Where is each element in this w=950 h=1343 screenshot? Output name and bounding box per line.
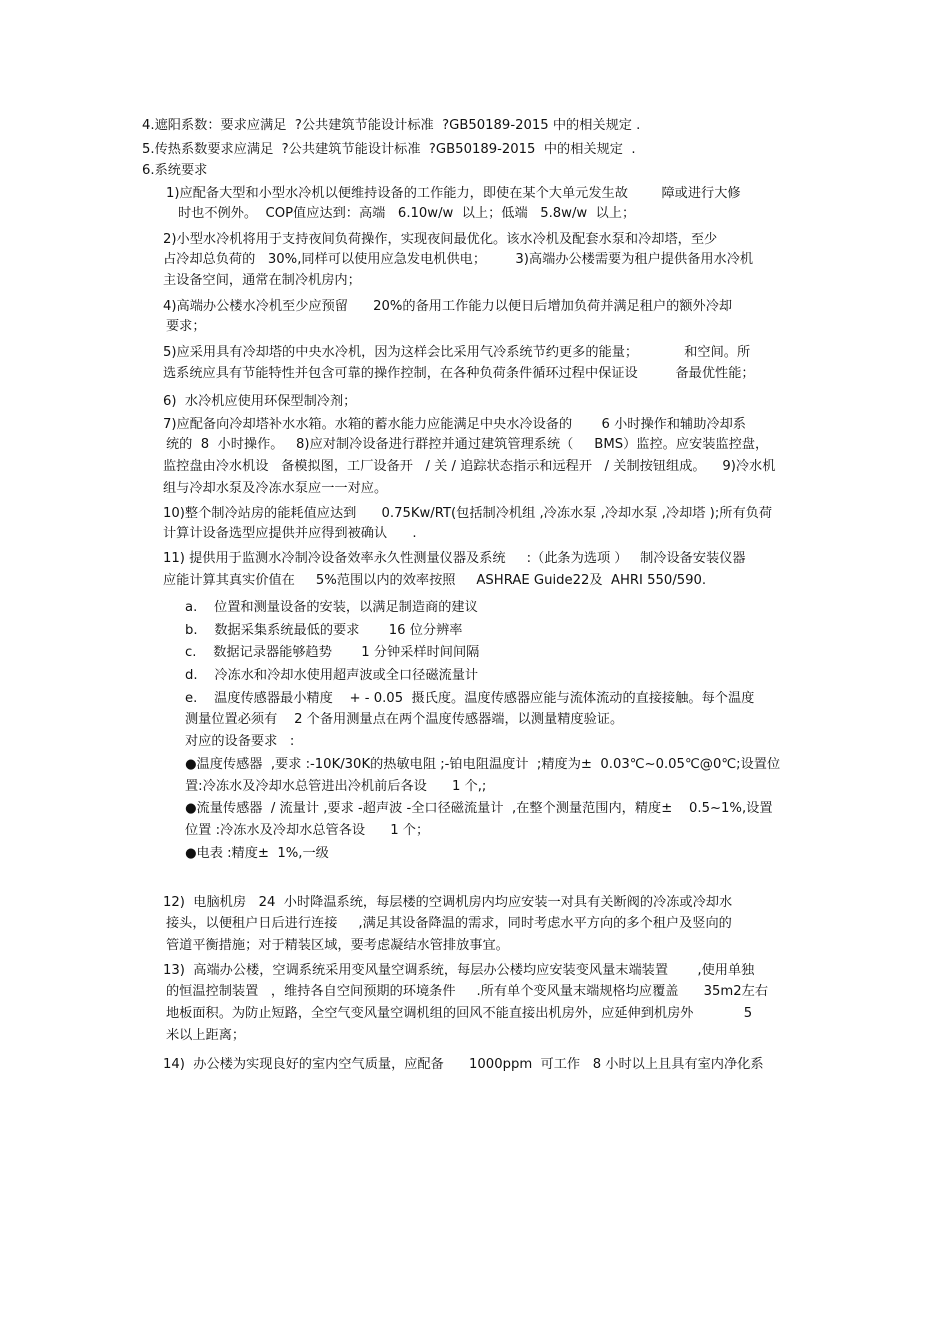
item-10-line-1: 10)整个制冷站房的能耗值应达到 0.75Kw/RT(包括制冷机组 ,冷冻水泵 ,冷却水泵 ,冷却塔 );所有负荷: [163, 506, 773, 521]
sub-item-d: d. 冷冻水和冷却水使用超声波或全口径磁流量计: [185, 668, 479, 683]
flow-sensor-line-1: ●流量传感器 / 流量计 ,要求 -超声波 -全口径磁流量计 ,在整个测量范围内，精度± 0.5~1%,设置: [185, 801, 773, 816]
item-12-line-2: 接头，以便租户日后进行连接 ,满足其设备降温的需求，同时考虑水平方向的多个租户及竖向的: [166, 916, 732, 931]
item-2-line-2: 占冷却总负荷的 30%,同样可以使用应急发电机供电； 3)高端办公楼需要为租户提供备用水冷机: [163, 252, 754, 267]
sub-item-e-line-2: 测量位置必须有 2 个备用测量点在两个温度传感器端，以测量精度验证。: [185, 712, 624, 727]
item-13-line-1: 13) 高端办公楼，空调系统采用变风量空调系统，每层办公楼均应安装变风量末端装置 ,使用单独: [163, 963, 755, 978]
item-2-line-3: 主设备空间，通常在制冷机房内；: [163, 273, 361, 288]
sub-item-b: b. 数据采集系统最低的要求 16 位分辨率: [185, 623, 463, 638]
sub-item-c: c. 数据记录器能够趋势 1 分钟采样时间间隔: [185, 645, 480, 660]
para-heat-transfer: 5.传热系数要求应满足 ?公共建筑节能设计标准 ?GB50189-2015 中的相关规定 .: [142, 142, 636, 157]
item-5-line-2: 选系统应具有节能特性并包含可靠的操作控制，在各种负荷条件循环过程中保证设 备最优性能；: [163, 366, 755, 381]
section-system-requirements: 6.系统要求: [142, 163, 208, 178]
item-2-line-1: 2)小型水冷机将用于支持夜间负荷操作，实现夜间最优化。该水冷机及配套水泵和冷却塔，至少: [163, 232, 718, 247]
item-11-line-2: 应能计算其真实价值在 5%范围以内的效率按照 ASHRAE Guide22及 AHRI 550/590.: [163, 573, 707, 588]
item-9-line-1: 组与冷却水泵及冷冻水泵应一一对应。: [163, 481, 388, 496]
temp-sensor-line-1: ●温度传感器 ,要求 :-10K/30K的热敏电阻 ;-铂电阻温度计 ;精度为± 0.03℃~0.05℃@0℃;设置位: [185, 757, 781, 772]
item-4-line-1: 4)高端办公楼水冷机至少应预留 20%的备用工作能力以便日后增加负荷并满足租户的额外冷却: [163, 299, 733, 314]
electric-meter: ●电表 :精度± 1%,一级: [185, 846, 329, 861]
sub-item-a: a. 位置和测量设备的安装，以满足制造商的建议: [185, 600, 478, 615]
item-13-line-3: 地板面积。为防止短路，全空气变风量空调机组的回风不能直接出机房外，应延伸到机房外 5: [166, 1006, 753, 1021]
flow-sensor-line-2: 位置 :冷冻水及冷却水总管各设 1 个；: [185, 823, 430, 838]
item-6: 6) 水冷机应使用环保型制冷剂；: [163, 394, 357, 409]
item-13-line-2: 的恒温控制装置 ，维持各自空间预期的环境条件 .所有单个变风量末端规格均应覆盖 35m2左右: [166, 984, 769, 999]
item-11-line-1: 11) 提供用于监测水冷制冷设备效率永久性测量仪器及系统 :（此条为选项 ） 制冷设备安装仪器: [163, 551, 746, 566]
item-7-line-2: 统的 8 小时操作。 8)应对制冷设备进行群控并通过建筑管理系统（ BMS）监控。应安装监控盘，: [166, 437, 769, 452]
item-8-line-1: 监控盘由冷水机设 备模拟图，工厂设备开 / 关 / 追踪状态指示和远程开 / 关制按钮组成。 9)冷水机: [163, 459, 776, 474]
item-4-line-2: 要求；: [166, 319, 206, 334]
item-5-line-1: 5)应采用具有冷却塔的中央水冷机，因为这样会比采用气冷系统节约更多的能量； 和空间。所: [163, 345, 751, 360]
item-14-line-1: 14) 办公楼为实现良好的室内空气质量，应配备 1000ppm 可工作 8 小时以上且具有室内净化系: [163, 1057, 764, 1072]
item-1-line-1: 1)应配备大型和小型水冷机以便维持设备的工作能力，即使在某个大单元发生故 障或进行大修: [166, 186, 741, 201]
item-13-line-4: 米以上距离；: [166, 1028, 246, 1043]
item-12-line-1: 12) 电脑机房 24 小时降温系统，每层楼的空调机房内均应安装一对具有关断阀的冷冻或冷却水: [163, 895, 733, 910]
equipment-requirements-heading: 对应的设备要求 :: [185, 734, 295, 749]
sub-item-e-line-1: e. 温度传感器最小精度 + - 0.05 摄氏度。温度传感器应能与流体流动的直接接触。每个温度: [185, 691, 755, 706]
para-shading-coefficient: 4.遮阳系数：要求应满足 ?公共建筑节能设计标准 ?GB50189-2015 中的相关规定 .: [142, 118, 641, 133]
item-10-line-2: 计算计设备选型应提供并应得到被确认 .: [163, 526, 417, 541]
item-12-line-3: 管道平衡措施；对于精装区域，要考虑凝结水管排放事宜。: [166, 938, 509, 953]
item-7-line-1: 7)应配备向冷却塔补水水箱。水箱的蓄水能力应能满足中央水冷设备的 6 小时操作和辅助冷却系: [163, 417, 746, 432]
temp-sensor-line-2: 置:冷冻水及冷却水总管进出冷机前后各设 1 个,;: [185, 779, 487, 794]
item-1-line-2: 时也不例外。 COP值应达到：高端 6.10w/w 以上；低端 5.8w/w 以上；: [178, 206, 636, 221]
